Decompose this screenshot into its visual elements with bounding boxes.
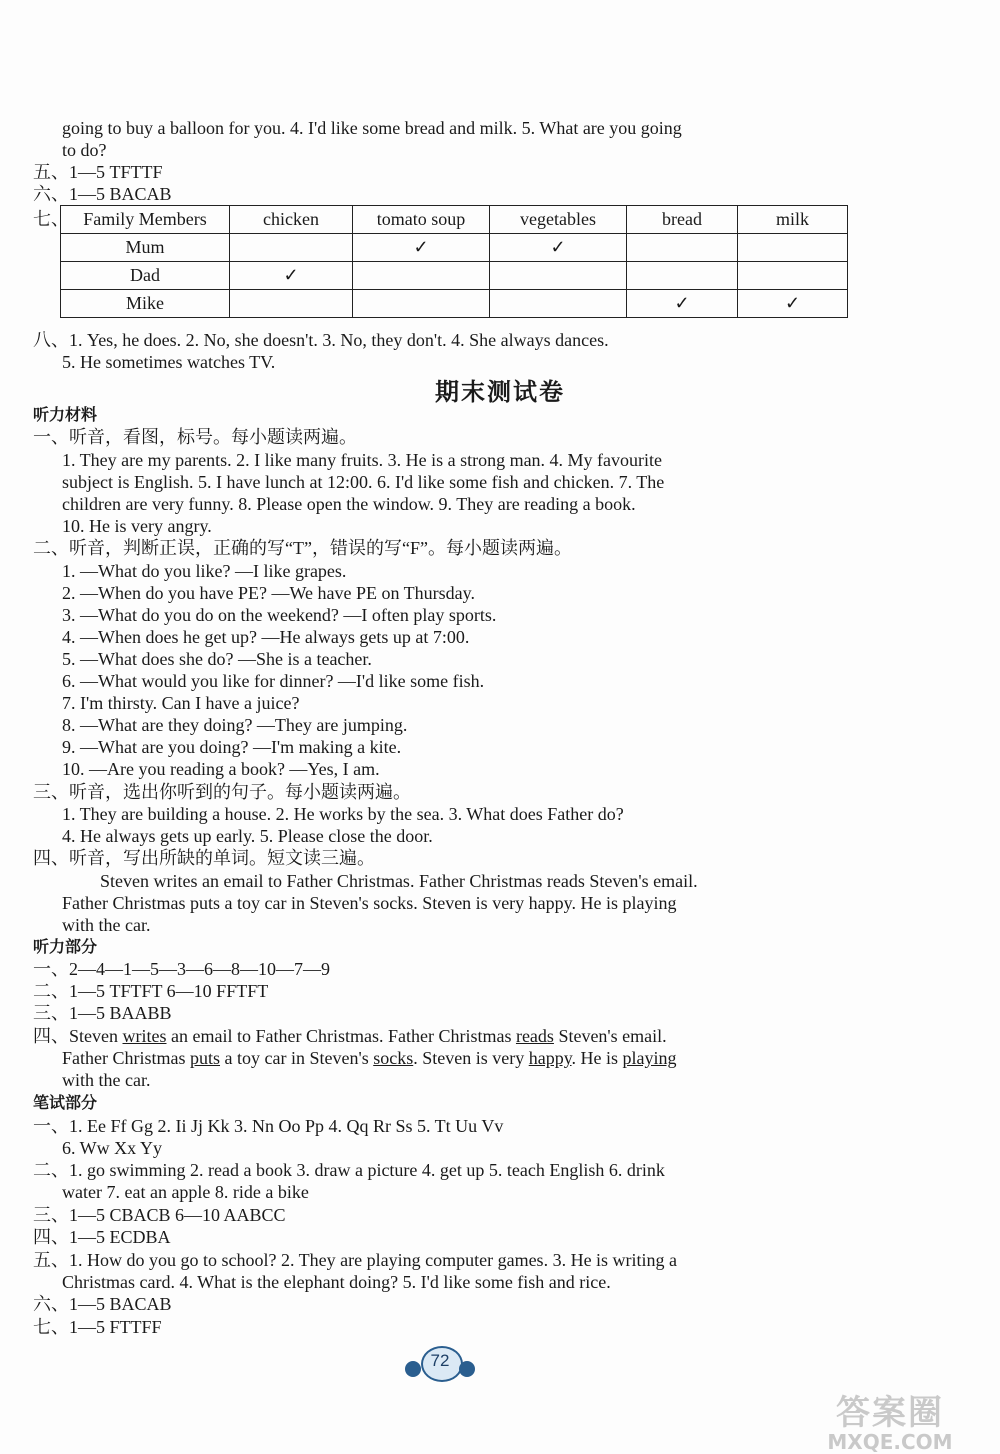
- answer-text: Steven's email.: [553, 1026, 667, 1046]
- watermark-logo: [790, 1385, 990, 1454]
- table-header-row: [61, 206, 848, 234]
- question-heading: 一、听音，看图，标号。每小题读两遍。: [33, 427, 357, 447]
- answer-line: 二、1. go swimming 2. read a book 3. draw a picture 4. get up 5. teach English 6. drink: [33, 1160, 665, 1180]
- answer-line: going to buy a balloon for you. 4. I'd like some bread and milk. 5. What are you going: [62, 118, 682, 138]
- table-header: tomato soup: [353, 206, 490, 234]
- table-cell: [230, 290, 353, 318]
- table-header: bread: [627, 206, 738, 234]
- question-heading: 四、听音，写出所缺的单词。短文读三遍。: [33, 848, 375, 868]
- table-header: vegetables: [490, 206, 627, 234]
- question-heading: 二、听音，判断正误，正确的写“T”，错误的写“F”。每小题读两遍。: [33, 538, 572, 558]
- table-cell: [353, 262, 490, 290]
- material-line: 9. —What are you doing? —I'm making a kite.: [62, 737, 402, 757]
- answer-line: 八、1. Yes, he does. 2. No, she doesn't. 3. No, they don't. 4. She always dances.: [33, 330, 609, 350]
- answer-word: writes: [122, 1026, 167, 1046]
- table-cell: [353, 290, 490, 318]
- answer-line: 五、1—5 TFTTF: [33, 162, 163, 182]
- answer-word: happy: [528, 1048, 572, 1068]
- answer-line: 6. Ww Xx Yy: [62, 1138, 162, 1158]
- table-header: milk: [738, 206, 848, 234]
- table-row: [61, 234, 848, 262]
- watermark-url: MXQE.COM: [827, 1430, 953, 1454]
- material-line: 6. —What would you like for dinner? —I'd like some fish.: [62, 671, 485, 691]
- check-mark: ✓: [627, 290, 738, 318]
- table-cell: [738, 234, 848, 262]
- section-label: 七、: [33, 209, 69, 229]
- table-cell: [627, 234, 738, 262]
- answer-line: water 7. eat an apple 8. ride a bike: [62, 1182, 309, 1202]
- table-row: [61, 262, 848, 290]
- material-line: 1. They are my parents. 2. I like many fruits. 3. He is a strong man. 4. My favourite: [62, 450, 663, 470]
- check-mark: ✓: [738, 290, 848, 318]
- answer-text: . Steven is very: [413, 1048, 529, 1068]
- answer-line: 5. He sometimes watches TV.: [62, 352, 276, 372]
- material-line: 2. —When do you have PE? —We have PE on Thursday.: [62, 583, 475, 603]
- material-line: children are very funny. 8. Please open the window. 9. They are reading a book.: [62, 494, 636, 514]
- answer-line: 二、1—5 TFTFT 6—10 FFTFT: [33, 981, 269, 1001]
- material-line: Father Christmas puts a toy car in Steven's socks. Steven is very happy. He is playing: [62, 893, 677, 913]
- answer-text: a toy car in Steven's: [220, 1048, 374, 1068]
- material-line: with the car.: [62, 915, 151, 935]
- answer-line: 一、2—4—1—5—3—6—8—10—7—9: [33, 959, 330, 979]
- table-row: [61, 290, 848, 318]
- answer-text: Father Christmas: [62, 1048, 190, 1068]
- material-line: 1. —What do you like? —I like grapes.: [62, 561, 347, 581]
- page-number-badge: [405, 1343, 475, 1381]
- answer-line: 三、1—5 CBACB 6—10 AABCC: [33, 1205, 286, 1225]
- table-cell: Mum: [61, 234, 230, 262]
- answer-text: an email to Father Christmas. Father Christmas: [166, 1026, 516, 1046]
- answer-line: 三、1—5 BAABB: [33, 1003, 172, 1023]
- material-line: 1. They are building a house. 2. He works by the sea. 3. What does Father do?: [62, 804, 624, 824]
- answer-line: [33, 1025, 667, 1047]
- answer-line: with the car.: [62, 1070, 151, 1090]
- material-line: 8. —What are they doing? —They are jumping.: [62, 715, 408, 735]
- check-mark: ✓: [230, 262, 353, 290]
- table-cell: Mike: [61, 290, 230, 318]
- family-members-table: [60, 205, 848, 318]
- section-heading: 听力部分: [33, 937, 98, 956]
- check-mark: ✓: [353, 234, 490, 262]
- table-cell: [490, 262, 627, 290]
- section-heading: 听力材料: [33, 405, 98, 424]
- material-line: 10. —Are you reading a book? —Yes, I am.: [62, 759, 380, 779]
- table-cell: [738, 262, 848, 290]
- section-heading: 笔试部分: [33, 1093, 98, 1112]
- answer-line: 四、1—5 ECDBA: [33, 1227, 171, 1247]
- material-line: 7. I'm thirsty. Can I have a juice?: [62, 693, 300, 713]
- watermark-text: 答案圈: [836, 1393, 944, 1433]
- question-heading: 三、听音，选出你听到的句子。每小题读两遍。: [33, 782, 411, 802]
- table-header: chicken: [230, 206, 353, 234]
- answer-line: 七、1—5 FTTFF: [33, 1317, 162, 1337]
- material-line: subject is English. 5. I have lunch at 12:00. 6. I'd like some fish and chicken. 7. The: [62, 472, 665, 492]
- check-mark: ✓: [490, 234, 627, 262]
- page-title: 期末测试卷: [435, 378, 565, 406]
- material-line: 10. He is very angry.: [62, 516, 212, 536]
- material-line: 4. —When does he get up? —He always gets up at 7:00.: [62, 627, 470, 647]
- answer-text: 四、Steven: [33, 1026, 123, 1046]
- answer-text: . He is: [571, 1048, 623, 1068]
- answer-line: [62, 1047, 677, 1069]
- table-cell: [490, 290, 627, 318]
- material-line: 3. —What do you do on the weekend? —I often play sports.: [62, 605, 497, 625]
- table-cell: [230, 234, 353, 262]
- answer-line: 五、1. How do you go to school? 2. They are playing computer games. 3. He is writing a: [33, 1250, 678, 1270]
- page-number: 72: [430, 1351, 450, 1370]
- answer-word: playing: [622, 1048, 677, 1068]
- material-line: 5. —What does she do? —She is a teacher.: [62, 649, 372, 669]
- material-line: Steven writes an email to Father Christmas. Father Christmas reads Steven's email.: [100, 871, 698, 891]
- answer-word: reads: [515, 1026, 554, 1046]
- table-cell: [627, 262, 738, 290]
- answer-line: to do?: [62, 140, 107, 160]
- answer-word: puts: [190, 1048, 221, 1068]
- material-line: 4. He always gets up early. 5. Please close the door.: [62, 826, 433, 846]
- answer-line: 六、1—5 BACAB: [33, 1294, 172, 1314]
- answer-line: Christmas card. 4. What is the elephant doing? 5. I'd like some fish and rice.: [62, 1272, 611, 1292]
- answer-word: socks: [373, 1048, 414, 1068]
- table-header: Family Members: [61, 206, 230, 234]
- answer-line: 一、1. Ee Ff Gg 2. Ii Jj Kk 3. Nn Oo Pp 4. Qq Rr Ss 5. Tt Uu Vv: [33, 1116, 504, 1136]
- answer-line: 六、1—5 BACAB: [33, 184, 172, 204]
- table-cell: Dad: [61, 262, 230, 290]
